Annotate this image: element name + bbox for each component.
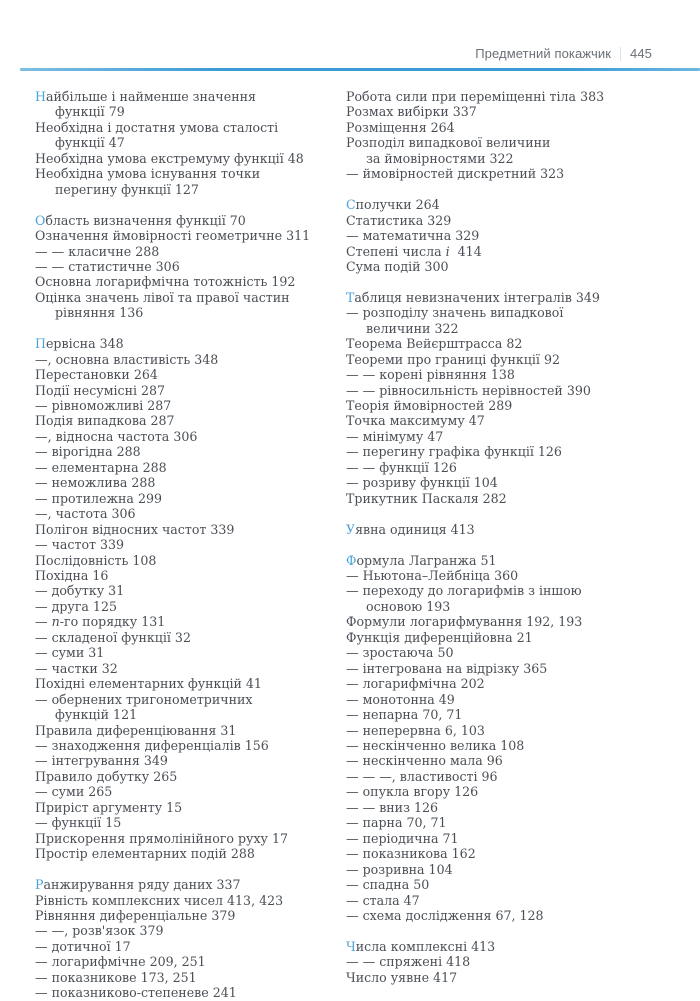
index-entry: [35, 893, 335, 908]
index-entry: [35, 120, 335, 135]
entry-text: — — статистичне 306: [35, 258, 180, 274]
entry-text: —, частота 306: [35, 506, 136, 522]
entry-text: — інтегрована на відрізку 365: [346, 660, 548, 676]
index-entry: [35, 274, 335, 289]
page-number: 445: [630, 46, 652, 61]
entry-text: — спадна 50: [346, 877, 430, 893]
index-entry: [346, 908, 666, 923]
entry-text: — частки 32: [35, 660, 118, 676]
entry-text: Необхідна умова екстремуму функції 48: [35, 150, 304, 166]
index-entry: [346, 553, 666, 568]
entry-text: — розриву функції 104: [346, 475, 498, 491]
entry-text: — частот 339: [35, 537, 125, 553]
entry-text: — дотичної 17: [35, 938, 131, 954]
index-entry: [35, 151, 335, 166]
index-entry: [35, 614, 335, 629]
index-entry: [35, 692, 335, 707]
entry-text: — складеної функції 32: [35, 629, 191, 645]
entry-text: Похідна 16: [35, 568, 109, 584]
entry-text: Розміщення 264: [346, 119, 455, 135]
section-initial-letter: Р: [35, 877, 44, 893]
index-entry: [346, 475, 666, 490]
index-entry: [346, 244, 666, 259]
index-column-right: [346, 89, 666, 985]
index-entry: [35, 723, 335, 738]
entry-text: — — —, властивості 96: [346, 768, 498, 784]
section-initial-letter: П: [35, 336, 46, 352]
entry-text: — опукла вгору 126: [346, 784, 479, 800]
index-entry: [346, 676, 666, 691]
header-separator: [620, 47, 621, 61]
index-entry: [35, 970, 335, 985]
index-entry: [35, 815, 335, 830]
entry-text: — неможлива 288: [35, 475, 156, 491]
index-entry: [346, 383, 666, 398]
section-initial-letter: О: [35, 212, 46, 228]
entry-text: Основна логарифмічна тотожність 192: [35, 274, 296, 290]
index-entry: [346, 661, 666, 676]
index-entry-continuation: [346, 599, 666, 614]
entry-text: за ймовірностями 322: [366, 150, 514, 166]
entry-text: — рівноможливі 287: [35, 398, 172, 414]
entry-text: Розподіл випадкової величини: [346, 135, 551, 151]
index-entry: [346, 877, 666, 892]
index-entry: [346, 954, 666, 969]
entry-text: — протилежна 299: [35, 490, 162, 506]
entry-text: — — функції 126: [346, 459, 457, 475]
index-entry: [35, 676, 335, 691]
index-entry: [35, 784, 335, 799]
entry-text: функцій 121: [55, 707, 138, 723]
index-entry: [35, 753, 335, 768]
entry-text: рівняння 136: [55, 305, 144, 321]
entry-text: — непарна 70, 71: [346, 707, 463, 723]
entry-text: анжирування ряду даних 337: [43, 877, 241, 893]
index-entry: [346, 939, 666, 954]
entry-text: Подія випадкова 287: [35, 413, 175, 429]
entry-text: Формули логарифмування 192, 193: [346, 614, 583, 630]
entry-text: основою 193: [366, 598, 451, 614]
index-entry: [346, 305, 666, 320]
index-entry: [35, 290, 335, 305]
entry-text: — — вниз 126: [346, 799, 438, 815]
entry-text: Необхідна і достатня умова сталості: [35, 119, 279, 135]
index-entry: [35, 661, 335, 676]
entry-text: — переходу до логарифмів з іншою: [346, 583, 582, 599]
entry-text: Трикутник Паскаля 282: [346, 490, 507, 506]
index-entry: [346, 738, 666, 753]
index-entry: [346, 213, 666, 228]
entry-text: —, основна властивість 348: [35, 351, 219, 367]
index-entry-continuation: [35, 104, 335, 119]
entry-text: Теорема Вейєрштрасса 82: [346, 336, 523, 352]
entry-text: величини 322: [366, 320, 459, 336]
entry-text: Прискорення прямолінійного руху 17: [35, 830, 288, 846]
entry-text: — — класичне 288: [35, 243, 160, 259]
entry-text: Правила диференціювання 31: [35, 722, 237, 738]
entry-text: Події несумісні 287: [35, 382, 166, 398]
entry-text: Послідовність 108: [35, 552, 157, 568]
section-initial-letter: С: [346, 197, 356, 213]
entry-text: — схема дослідження 67, 128: [346, 907, 544, 923]
index-entry: [35, 444, 335, 459]
entry-text: — розривна 104: [346, 861, 453, 877]
entry-text: 414: [457, 243, 482, 259]
index-entry: [35, 537, 335, 552]
section-initial-letter: Ф: [346, 552, 357, 568]
index-entry: [35, 846, 335, 861]
index-entry: [35, 398, 335, 413]
index-entry-continuation: [35, 305, 335, 320]
entry-text: айбільше і найменше значення: [45, 89, 256, 104]
math-symbol: i: [445, 243, 450, 259]
index-entry: [35, 568, 335, 583]
index-entry: [346, 398, 666, 413]
index-entry: [346, 522, 666, 537]
index-entry: [346, 336, 666, 351]
index-entry: [35, 89, 335, 104]
index-entry: [346, 800, 666, 815]
entry-text: — друга 125: [35, 598, 117, 614]
entry-text: — логарифмічна 202: [346, 676, 485, 692]
index-entry: [346, 491, 666, 506]
index-entry: [35, 522, 335, 537]
index-entry: [35, 383, 335, 398]
entry-text: Точка максимуму 47: [346, 413, 485, 429]
index-entry: [35, 738, 335, 753]
section-initial-letter: Ч: [346, 938, 356, 954]
entry-text: — — спряжені 418: [346, 954, 471, 970]
index-entry: [35, 877, 335, 892]
index-entry-continuation: [346, 321, 666, 336]
index-entry: [35, 954, 335, 969]
entry-prefix: Степені числа: [346, 243, 446, 259]
running-header: [475, 46, 652, 61]
section-initial-letter: Н: [35, 89, 46, 104]
index-entry: [346, 429, 666, 444]
entry-text: -го порядку 131: [59, 614, 166, 630]
index-entry: [35, 259, 335, 274]
index-entry: [35, 583, 335, 598]
entry-text: — —, розв'язок 379: [35, 923, 164, 939]
index-entry: [346, 583, 666, 598]
entry-text: — добутку 31: [35, 583, 125, 599]
entry-text: Сума подій 300: [346, 258, 449, 274]
entry-text: Похідні елементарних функцій 41: [35, 676, 262, 692]
entry-text: — — рівносильність нерівностей 390: [346, 382, 591, 398]
index-entry: [346, 89, 666, 104]
index-entry: [346, 568, 666, 583]
index-entry: [346, 367, 666, 382]
index-entry: [35, 336, 335, 351]
index-entry-continuation: [35, 182, 335, 197]
entry-text: Робота сили при переміщенні тіла 383: [346, 89, 605, 104]
index-entry: [346, 723, 666, 738]
index-entry: [346, 815, 666, 830]
index-entry: [346, 413, 666, 428]
index-column-left: [35, 89, 335, 1001]
entry-text: — елементарна 288: [35, 459, 167, 475]
index-entry: [35, 769, 335, 784]
index-entry: [346, 846, 666, 861]
index-entry: [346, 614, 666, 629]
index-entry: [35, 831, 335, 846]
entry-text: Оцінка значень лівої та правої частин: [35, 289, 290, 305]
entry-text: Статистика 329: [346, 212, 452, 228]
entry-text: аблиця невизначених інтегралів 349: [354, 289, 600, 305]
entry-text: получки 264: [355, 197, 440, 213]
index-entry: [35, 923, 335, 938]
index-entry: [346, 707, 666, 722]
index-entry: [346, 970, 666, 985]
entry-text: Розмах вибірки 337: [346, 104, 477, 120]
entry-text: — ймовірностей дискретний 323: [346, 166, 565, 182]
index-entry: [346, 769, 666, 784]
index-entry: [346, 444, 666, 459]
entry-text: Рівняння диференціальне 379: [35, 907, 236, 923]
index-entry-continuation: [346, 151, 666, 166]
entry-text: — — корені рівняння 138: [346, 367, 515, 383]
entry-text: Правило добутку 265: [35, 768, 178, 784]
index-entry: [35, 475, 335, 490]
entry-text: — нескінченно велика 108: [346, 737, 525, 753]
entry-text: Функція диференційовна 21: [346, 629, 533, 645]
entry-text: функції 47: [55, 135, 125, 151]
entry-text: — монотонна 49: [346, 691, 455, 707]
entry-text: — парна 70, 71: [346, 815, 447, 831]
entry-text: Простір елементарних подій 288: [35, 846, 255, 862]
entry-text: — показникове 173, 251: [35, 969, 197, 985]
index-entry: [346, 259, 666, 274]
index-entry: [346, 893, 666, 908]
entry-text: Полігон відносних частот 339: [35, 521, 235, 537]
entry-text: — показниково-степеневе 241: [35, 985, 237, 1001]
entry-text: — вірогідна 288: [35, 444, 141, 460]
index-entry: [346, 290, 666, 305]
entry-text: — перегину графіка функції 126: [346, 444, 562, 460]
index-entry: [346, 120, 666, 135]
index-entry: [35, 985, 335, 1000]
index-entry: [35, 491, 335, 506]
entry-text: — мінімуму 47: [346, 428, 444, 444]
index-entry: [346, 630, 666, 645]
entry-text: Теореми про границі функції 92: [346, 351, 560, 367]
index-entry: [346, 135, 666, 150]
entry-text: —, відносна частота 306: [35, 428, 198, 444]
index-entry: [35, 367, 335, 382]
entry-text: Рівність комплексних чисел 413, 423: [35, 892, 284, 908]
index-entry: [35, 645, 335, 660]
index-entry: [346, 862, 666, 877]
index-entry: [346, 104, 666, 119]
entry-text: — періодична 71: [346, 830, 459, 846]
entry-text: бласть визначення функції 70: [45, 212, 246, 228]
entry-text: — суми 265: [35, 784, 113, 800]
entry-text: Означення ймовірності геометричне 311: [35, 228, 311, 244]
entry-text: ервісна 348: [45, 336, 124, 352]
entry-text: ормула Лагранжа 51: [356, 552, 497, 568]
index-entry: [35, 352, 335, 367]
index-entry: [35, 429, 335, 444]
entry-text: — обернених тригонометричних: [35, 691, 253, 707]
entry-text: — логарифмічне 209, 251: [35, 954, 206, 970]
index-entry: [346, 645, 666, 660]
entry-text: — розподілу значень випадкової: [346, 305, 564, 321]
index-entry: [346, 166, 666, 181]
index-entry: [346, 460, 666, 475]
index-entry: [346, 197, 666, 212]
index-entry: [35, 908, 335, 923]
entry-text: — інтегрування 349: [35, 753, 168, 769]
index-entry: [35, 166, 335, 181]
index-entry: [346, 352, 666, 367]
index-entry: [35, 553, 335, 568]
entry-text: — суми 31: [35, 645, 105, 661]
section-initial-letter: Т: [346, 289, 355, 305]
index-entry: [346, 753, 666, 768]
section-initial-letter: У: [346, 521, 356, 537]
entry-text: — Ньютона–Лейбніца 360: [346, 567, 519, 583]
index-entry: [35, 939, 335, 954]
page-header: [0, 0, 700, 72]
entry-text: Теорія ймовірностей 289: [346, 398, 513, 414]
index-entry: [35, 413, 335, 428]
entry-text: — зростаюча 50: [346, 645, 454, 661]
entry-text: Число уявне 417: [346, 969, 458, 985]
entry-text: — математична 329: [346, 228, 480, 244]
entry-text: Приріст аргументу 15: [35, 799, 183, 815]
index-entry: [35, 244, 335, 259]
entry-prefix: —: [35, 614, 52, 630]
index-entry-continuation: [35, 135, 335, 150]
index-entry-continuation: [35, 707, 335, 722]
entry-text: исла комплексні 413: [355, 938, 496, 954]
entry-text: Перестановки 264: [35, 367, 158, 383]
entry-text: — показникова 162: [346, 846, 476, 862]
index-entry: [35, 630, 335, 645]
entry-text: перегину функції 127: [55, 181, 199, 197]
index-entry: [35, 460, 335, 475]
entry-text: явна одиниця 413: [355, 521, 475, 537]
entry-text: — стала 47: [346, 892, 420, 908]
index-entry: [346, 831, 666, 846]
index-entry: [346, 692, 666, 707]
header-rule: [20, 68, 700, 71]
entry-text: — знаходження диференціалів 156: [35, 738, 269, 753]
index-entry: [35, 213, 335, 228]
index-entry: [346, 784, 666, 799]
index-entry: [35, 506, 335, 521]
spacer: [450, 244, 458, 259]
index-entry: [35, 228, 335, 243]
entry-text: функції 79: [55, 104, 125, 120]
entry-text: — функції 15: [35, 815, 122, 831]
index-entry: [35, 599, 335, 614]
math-symbol: n: [51, 614, 60, 630]
index-entry: [35, 800, 335, 815]
section-title: Предметний покажчик: [475, 46, 611, 61]
entry-text: — нескінченно мала 96: [346, 753, 503, 769]
entry-text: Необхідна умова існування точки: [35, 166, 261, 182]
entry-text: — неперервна 6, 103: [346, 722, 485, 738]
index-entry: [346, 228, 666, 243]
